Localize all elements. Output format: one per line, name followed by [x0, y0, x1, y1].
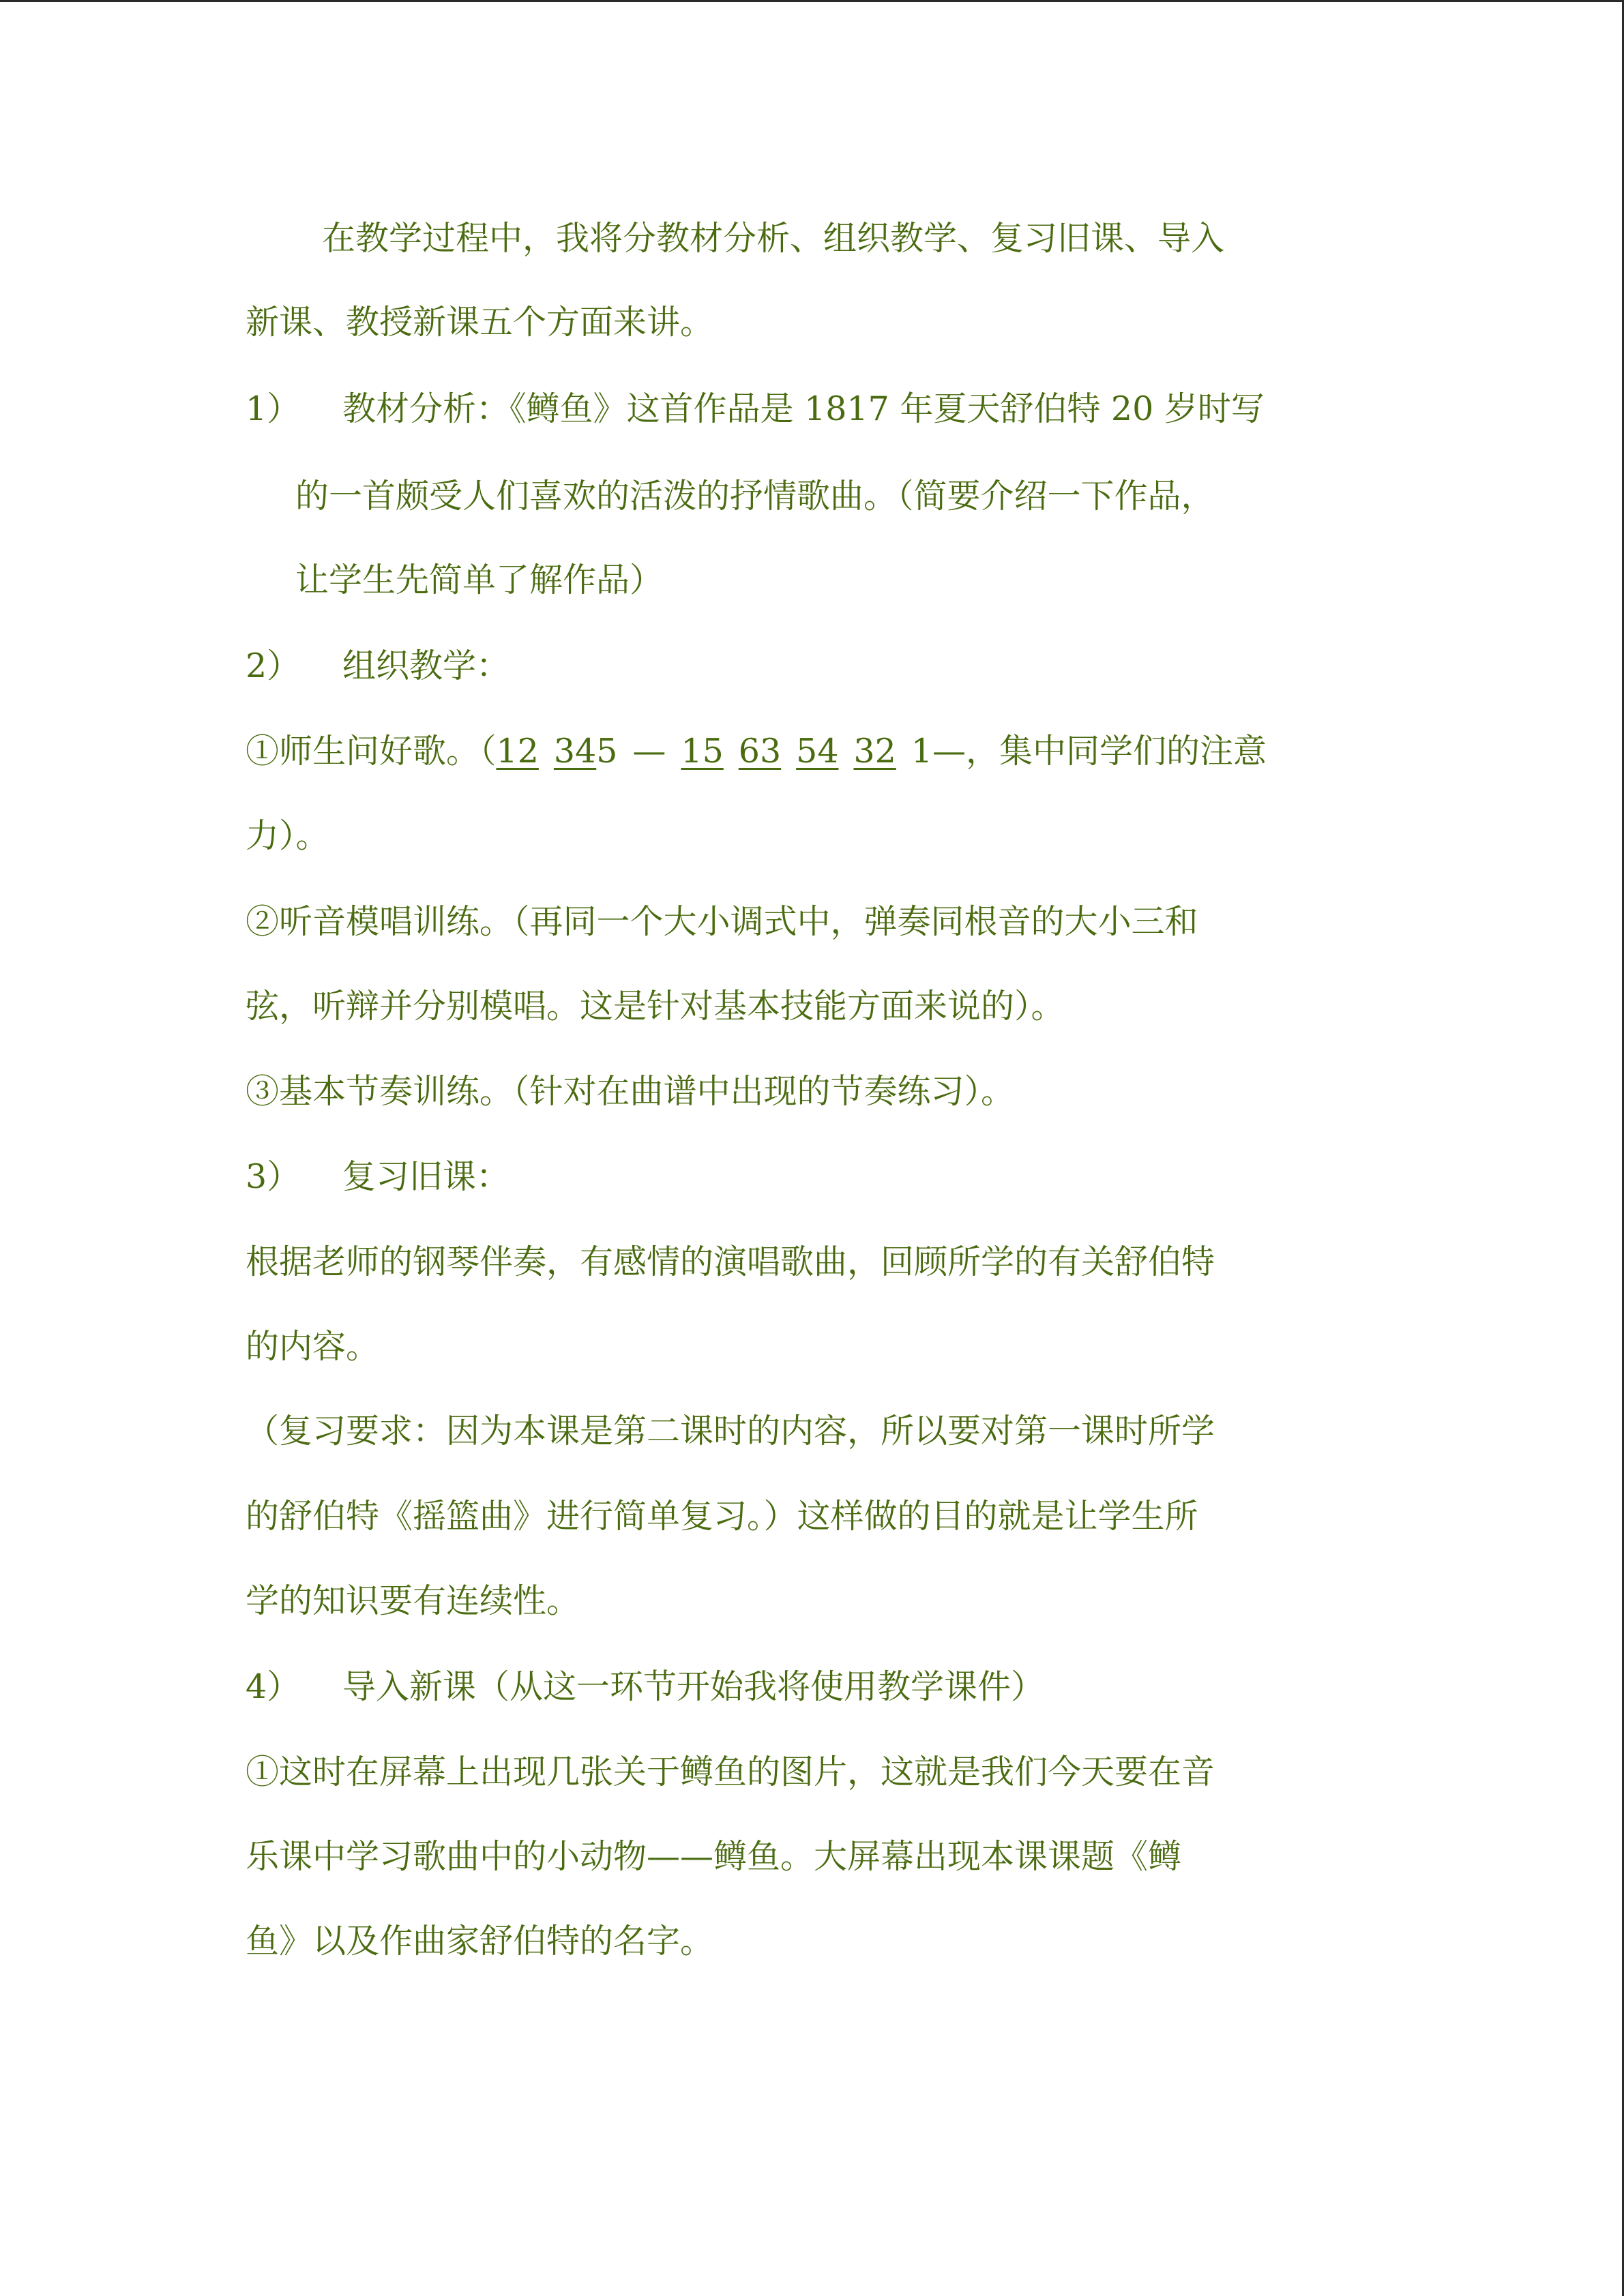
notation-12: 12	[496, 732, 539, 771]
section-1-number: 1）	[246, 389, 301, 428]
intro-line-1: 在教学过程中，我将分教材分析、组织教学、复习旧课、导入	[322, 219, 1225, 258]
section-4-title: 导入新课（从这一环节开始我将使用教学课件）	[342, 1667, 1045, 1706]
section-3-paragraph-2-line-3: 学的知识要有连续性。	[246, 1581, 580, 1620]
section-2-item-3: ③基本节奏训练。（针对在曲谱中出现的节奏练习）。	[246, 1072, 1015, 1111]
section-2-item-1-line-2: 力）。	[246, 816, 329, 855]
notation-34: 34	[553, 732, 597, 771]
notation-54: 54	[796, 732, 839, 771]
intro-line-2: 新课、教授新课五个方面来讲。	[246, 303, 714, 342]
page-border-top	[0, 0, 1624, 2]
section-2-item-2-line-2: 弦，听辩并分别模唱。这是针对基本技能方面来说的）。	[246, 987, 1065, 1026]
section-3-title: 复习旧课：	[342, 1157, 510, 1196]
section-1-line-2: 的一首颇受人们喜欢的活泼的抒情歌曲。（简要介绍一下作品，	[295, 477, 1215, 516]
section-3-paragraph-1-line-1: 根据老师的钢琴伴奏，有感情的演唱歌曲，回顾所学的有关舒伯特	[246, 1242, 1215, 1281]
notation-5: 5	[596, 732, 618, 771]
notation-32: 32	[853, 732, 896, 771]
item-1-prefix: ①师生问好歌。（	[246, 732, 497, 771]
item-1-suffix: 1—，集中同学们的注意	[911, 732, 1267, 771]
section-3-paragraph-2-line-1: （复习要求：因为本课是第二课时的内容，所以要对第一课时所学	[246, 1412, 1215, 1450]
section-1-line-1: 教材分析：《鳟鱼》这首作品是 1817 年夏天舒伯特 20 岁时写	[342, 389, 1265, 428]
section-1-heading	[246, 387, 1265, 432]
section-4-item-1-line-1: ①这时在屏幕上出现几张关于鳟鱼的图片，这就是我们今天要在音	[246, 1753, 1215, 1791]
section-2-title: 组织教学：	[342, 646, 510, 685]
section-2-item-1-line-1	[246, 729, 1267, 774]
notation-dash: —	[632, 732, 666, 771]
section-2-item-2-line-1: ②听音模唱训练。（再同一个大小调式中，弹奏同根音的大小三和	[246, 902, 1198, 941]
section-1-line-3: 让学生先简单了解作品）	[295, 561, 664, 599]
section-4-item-1-line-2: 乐课中学习歌曲中的小动物——鳟鱼。大屏幕出现本课课题《鳟	[246, 1837, 1182, 1876]
section-4-number: 4）	[246, 1667, 301, 1706]
section-2-heading	[246, 644, 510, 689]
section-3-heading	[246, 1154, 510, 1199]
section-2-number: 2）	[246, 646, 301, 685]
section-3-paragraph-1-line-2: 的内容。	[246, 1327, 380, 1366]
section-4-heading	[246, 1665, 1044, 1710]
section-4-item-1-line-3: 鱼》以及作曲家舒伯特的名字。	[246, 1922, 714, 1960]
notation-63: 63	[738, 732, 782, 771]
section-3-paragraph-2-line-2: 的舒伯特《摇篮曲》进行简单复习。）这样做的目的就是让学生所	[246, 1497, 1198, 1536]
notation-15: 15	[681, 732, 724, 771]
section-3-number: 3）	[246, 1157, 301, 1196]
